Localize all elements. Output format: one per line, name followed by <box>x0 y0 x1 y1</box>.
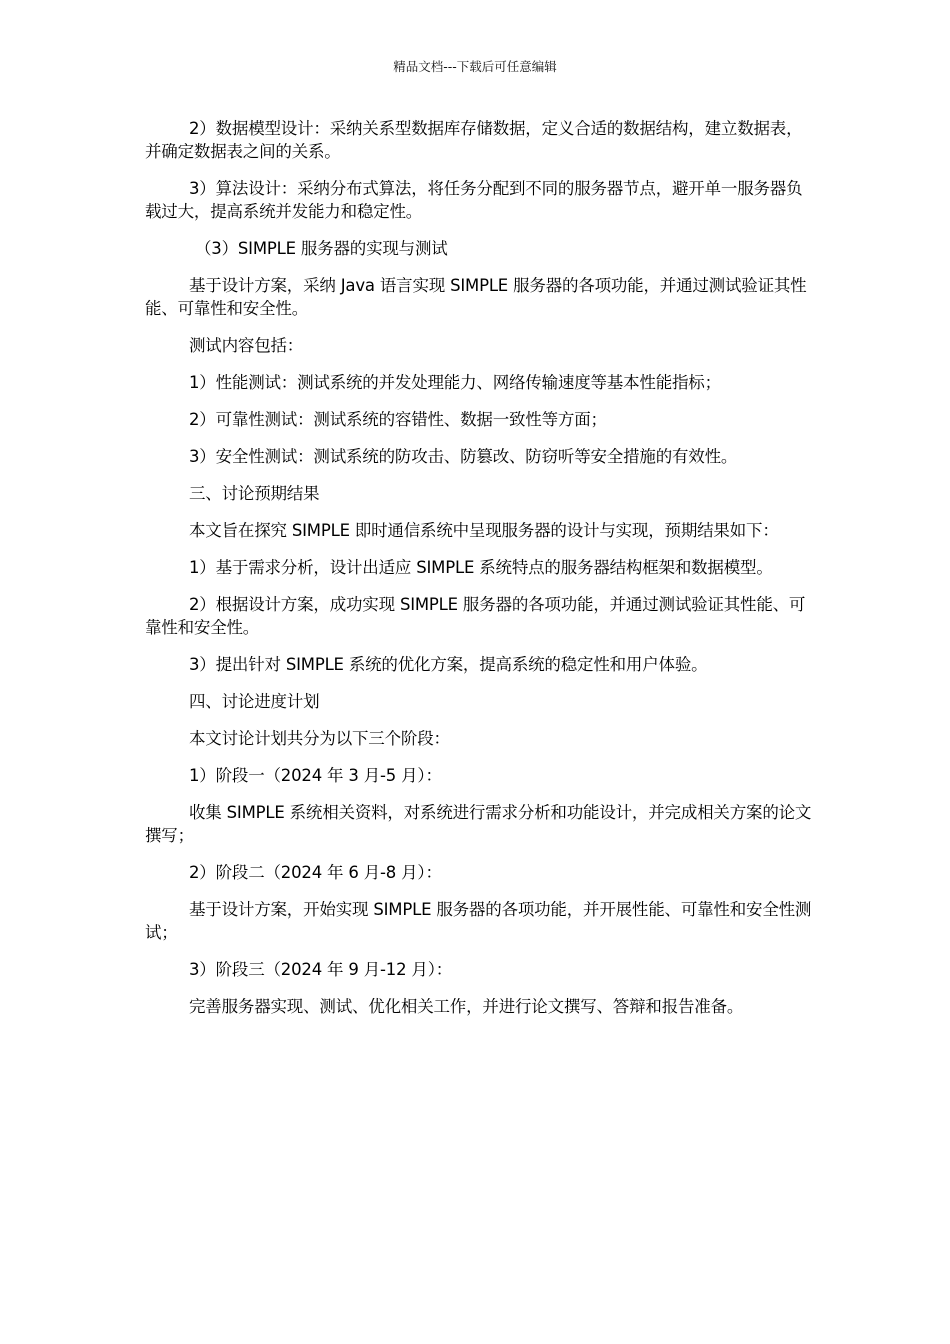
paragraph: 基于设计方案，采纳 Java 语言实现 SIMPLE 服务器的各项功能，并通过测试验证其性能、可靠性和安全性。 <box>145 276 807 318</box>
page-header: 精品文档---下载后可任意编辑 <box>393 59 557 74</box>
paragraph: 收集 SIMPLE 系统相关资料，对系统进行需求分析和功能设计，并完成相关方案的论文撰写； <box>145 803 812 845</box>
paragraph: 测试内容包括： <box>189 336 304 355</box>
paragraph: 完善服务器实现、测试、优化相关工作，并进行论文撰写、答辩和报告准备。 <box>189 997 744 1016</box>
list-item: 3）阶段三（2024 年 9 月-12 月）： <box>189 960 453 979</box>
list-item: 2）可靠性测试：测试系统的容错性、数据一致性等方面； <box>189 410 607 429</box>
paragraph: 2）数据模型设计：采纳关系型数据库存储数据，定义合适的数据结构，建立数据表，并确定数据表之间的关系。 <box>145 119 803 161</box>
list-item: 1）性能测试：测试系统的并发处理能力、网络传输速度等基本性能指标； <box>189 373 721 392</box>
paragraph: 本文旨在探究 SIMPLE 即时通信系统中呈现服务器的设计与实现，预期结果如下： <box>189 521 779 540</box>
section-heading: （3）SIMPLE 服务器的实现与测试 <box>195 239 448 258</box>
list-item: 2）根据设计方案，成功实现 SIMPLE 服务器的各项功能，并通过测试验证其性能、可靠性和安全性。 <box>145 595 806 637</box>
list-item: 3）安全性测试：测试系统的防攻击、防篡改、防窃听等安全措施的有效性。 <box>189 447 738 466</box>
list-item: 2）阶段二（2024 年 6 月-8 月）： <box>189 863 442 882</box>
list-item: 1）基于需求分析，设计出适应 SIMPLE 系统特点的服务器结构框架和数据模型。 <box>189 558 773 577</box>
section-heading: 三、讨论预期结果 <box>189 484 320 503</box>
list-item: 1）阶段一（2024 年 3 月-5 月）： <box>189 766 442 785</box>
list-item: 3）提出针对 SIMPLE 系统的优化方案，提高系统的稳定性和用户体验。 <box>189 655 708 674</box>
paragraph: 基于设计方案，开始实现 SIMPLE 服务器的各项功能，并开展性能、可靠性和安全性测试； <box>145 900 812 942</box>
paragraph: 3）算法设计：采纳分布式算法，将任务分配到不同的服务器节点，避开单一服务器负载过大，提高系统并发能力和稳定性。 <box>145 179 803 221</box>
paragraph: 本文讨论计划共分为以下三个阶段： <box>189 729 450 748</box>
document-body <box>145 117 813 1032</box>
section-heading: 四、讨论进度计划 <box>189 692 320 711</box>
